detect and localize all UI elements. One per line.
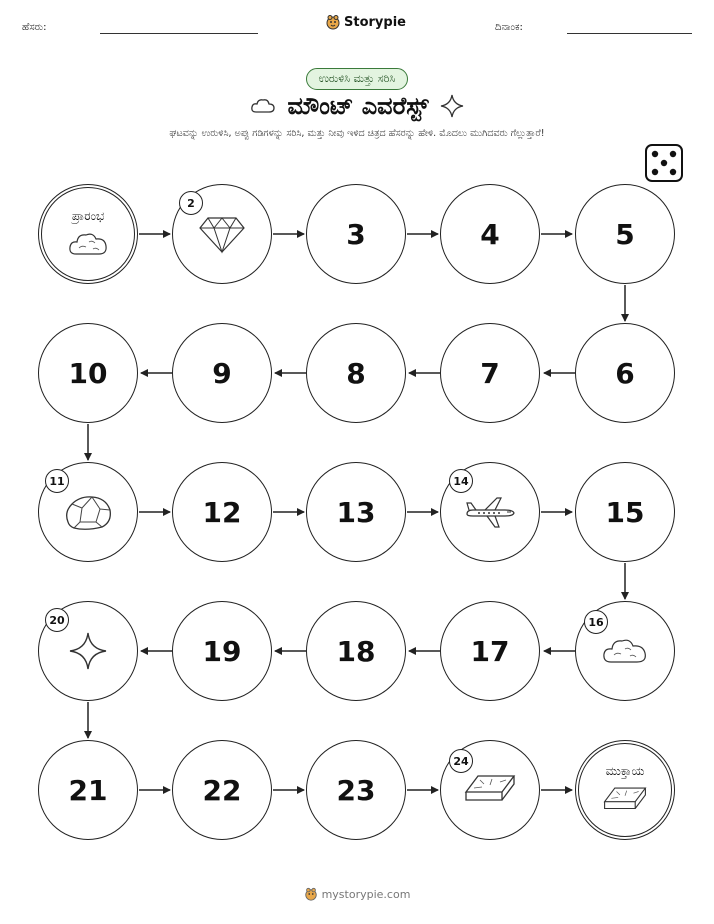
square-number-badge: 20 (45, 608, 69, 632)
square-number: 7 (480, 356, 500, 390)
board-square (172, 740, 272, 840)
instructions: ಘಟವನ್ನು ಉರುಳಿಸಿ, ಅಪ್ಪು ಗಡಿಗಳನ್ನು ಸರಿಸಿ, ಮತ್ತು ನೀವು ಇಳಿದ ಚಿತ್ರದ ಹೆಸರನ್ನು ಹೇಳಿ. ಮೊದಲು ಮುಗಿದವರು ಗೆಲ್ಲುತ್ತಾರೆ! (169, 128, 545, 139)
finish-label: ಮುಕ್ತಾಯ (605, 763, 645, 778)
square-number-badge: 2 (179, 191, 203, 215)
board-square (38, 740, 138, 840)
square-number: 10 (68, 356, 108, 390)
start-label: ಪ್ರಾರಂಭ (71, 208, 105, 223)
square-number: 8 (346, 356, 366, 390)
name-label: ಹೆಸರು: (22, 22, 47, 33)
square-number: 4 (480, 217, 500, 251)
cloud-icon (601, 634, 649, 668)
square-number: 22 (202, 773, 242, 807)
square-number: 21 (68, 773, 108, 807)
board-square (575, 323, 675, 423)
cloud-icon (67, 228, 109, 260)
square-number: 12 (202, 495, 242, 529)
square-number: 13 (336, 495, 376, 529)
square-number: 19 (202, 634, 242, 668)
footer (304, 887, 411, 901)
sparkle-icon (68, 631, 108, 671)
board-square (306, 323, 406, 423)
square-number: 18 (336, 634, 376, 668)
board-square (306, 601, 406, 701)
square-number: 3 (346, 217, 366, 251)
date-label: ದಿನಾಂಕ: (495, 22, 523, 33)
board-square (172, 462, 272, 562)
footer-site: mystorypie.com (321, 887, 411, 901)
start-square (38, 184, 138, 284)
board-square (575, 184, 675, 284)
rock-icon (62, 492, 114, 532)
square-number-badge: 14 (449, 469, 473, 493)
board-square (38, 323, 138, 423)
storypie-mascot-icon (304, 887, 318, 901)
square-number: 15 (605, 495, 645, 529)
board-square (172, 601, 272, 701)
page-title-text: ಮೌಂಟ್ ಎವರೆಸ್ಟ್ (287, 92, 429, 120)
diamond-icon (198, 214, 246, 254)
square-number: 6 (615, 356, 635, 390)
airplane-icon (463, 494, 517, 530)
game-type-badge: ಉರುಳಿಸಿ ಮತ್ತು ಸರಿಸಿ (306, 68, 409, 90)
board-square (440, 601, 540, 701)
ice-block-icon (462, 770, 518, 810)
board-square (306, 184, 406, 284)
board-square (440, 184, 540, 284)
square-number-badge: 11 (45, 469, 69, 493)
square-number-badge: 24 (449, 749, 473, 773)
square-number: 9 (212, 356, 232, 390)
square-number: 5 (615, 217, 635, 251)
board-square (172, 323, 272, 423)
finish-square (575, 740, 675, 840)
board-square (306, 462, 406, 562)
ice-block-icon (601, 783, 649, 817)
board-square (440, 323, 540, 423)
square-number: 17 (470, 634, 510, 668)
brand-name: Storypie (344, 14, 406, 30)
board-square (575, 462, 675, 562)
square-number: 23 (336, 773, 376, 807)
square-number-badge: 16 (584, 610, 608, 634)
board-square (306, 740, 406, 840)
